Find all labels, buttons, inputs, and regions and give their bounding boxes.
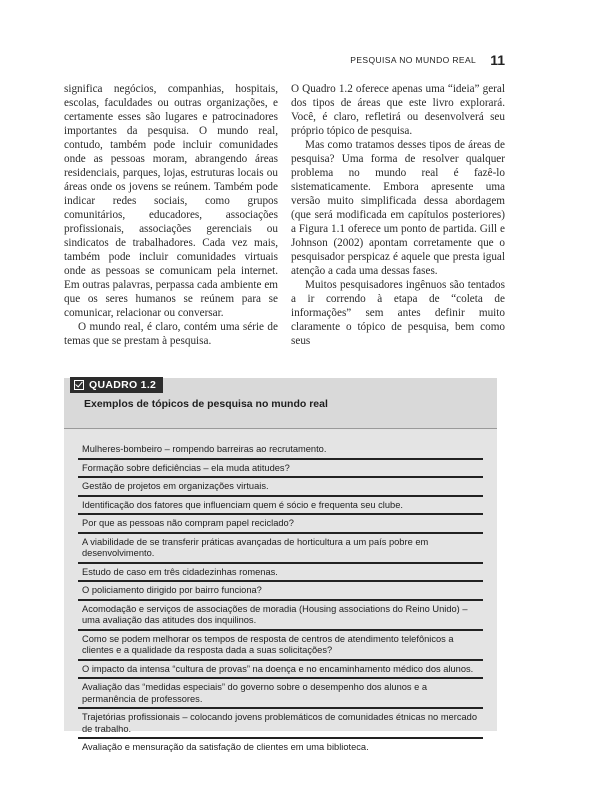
right-column	[291, 82, 505, 348]
topic-item: Formação sobre deficiências – ela muda atitudes?	[78, 460, 483, 479]
page-number: 11	[490, 52, 505, 68]
right-paragraph-3: Muitos pesquisadores ingênuos são tentados a ir correndo à etapa de “coleta de informações” sem antes definir muito claramente o tópico de pesquisa, bem como seus	[291, 279, 505, 347]
topic-item: Por que as pessoas não compram papel reciclado?	[78, 515, 483, 534]
running-header	[330, 52, 505, 68]
quadro-badge	[70, 377, 163, 393]
topic-item: Como se podem melhorar os tempos de resposta de centros de atendimento telefônicos a clientes e a qualidade da resposta dada a suas solicitações?	[78, 631, 483, 661]
quadro-topic-list	[64, 428, 497, 752]
topic-item: Acomodação e serviços de associações de moradia (Housing associations do Reino Unido) – uma avaliação das atitudes dos inquilinos.	[78, 601, 483, 631]
topic-item: O policiamento dirigido por bairro funciona?	[78, 582, 483, 601]
topic-item: A viabilidade de se transferir práticas avançadas de horticultura a um país pobre em desenvolvimento.	[78, 534, 483, 564]
topic-item: Estudo de caso em três cidadezinhas romenas.	[78, 564, 483, 583]
header-title: PESQUISA NO MUNDO REAL	[350, 55, 477, 65]
right-paragraph-2: Mas como tratamos desses tipos de áreas de pesquisa? Uma forma de resolver qualquer problema no mundo real é fazê-lo sistematicamente. Embora apresente uma versão muito simplificada dessa abordagem (que será modificada em capítulos posteriores) a Figura 1.1 oferece um ponto de partida. Gill e Johnson (2002) apontam corretamente que o pesquisador perspicaz é aquele que presta igual atenção a cada uma dessas fases.	[291, 139, 505, 277]
topic-item: Trajetórias profissionais – colocando jovens problemáticos de comunidades étnicas no mercado de trabalho.	[78, 709, 483, 739]
topic-item: Mulheres-bombeiro – rompendo barreiras ao recrutamento.	[78, 441, 483, 460]
left-paragraph-1: significa negócios, companhias, hospitais, escolas, faculdades ou outras organizações, e certamente esses são lugares e patrocinadores importantes da pesquisa. O mundo real, contudo, também pode incluir comunidades onde as pessoas moram, abrangendo áreas residenciais, parques, lojas, estruturas locais ou áreas onde os jovens se reúnem. Também pode indicar redes sociais, como grupos comunitários, educadores, associações profissionais, associações gerenciais ou sindicatos de trabalhadores. Cada vez mais, também pode incluir comunidades virtuais onde as pessoas se comunicam pela internet. Em outras palavras, perpassa cada ambiente em que os seres humanos se reúnem para se comunicar, relacionar ou conversar.	[64, 83, 278, 319]
topic-item: Avaliação e mensuração da satisfação de clientes em uma biblioteca.	[82, 742, 369, 752]
topic-item: Gestão de projetos em organizações virtuais.	[78, 478, 483, 497]
quadro-title: Exemplos de tópicos de pesquisa no mundo real	[84, 398, 328, 410]
right-paragraph-1: O Quadro 1.2 oferece apenas uma “ideia” geral dos tipos de áreas que este livro explorará. Você, é claro, refletirá ou desenvolverá seu próprio tópico de pesquisa.	[291, 83, 505, 137]
left-column	[64, 82, 278, 348]
quadro-header	[64, 378, 497, 428]
quadro-box	[64, 378, 497, 752]
quadro-label: QUADRO 1.2	[89, 379, 157, 391]
topic-item: Identificação dos fatores que influenciam quem é sócio e frequenta seu clube.	[78, 497, 483, 516]
left-paragraph-2: O mundo real, é claro, contém uma série de temas que se prestam à pesquisa.	[64, 321, 278, 347]
checkbox-icon	[74, 380, 84, 390]
topic-item: O impacto da intensa “cultura de provas” na doença e no encaminhamento médico dos alunos.	[78, 661, 483, 680]
topic-item: Avaliação das “medidas especiais” do governo sobre o desempenho dos alunos e a permanência de professores.	[78, 679, 483, 709]
